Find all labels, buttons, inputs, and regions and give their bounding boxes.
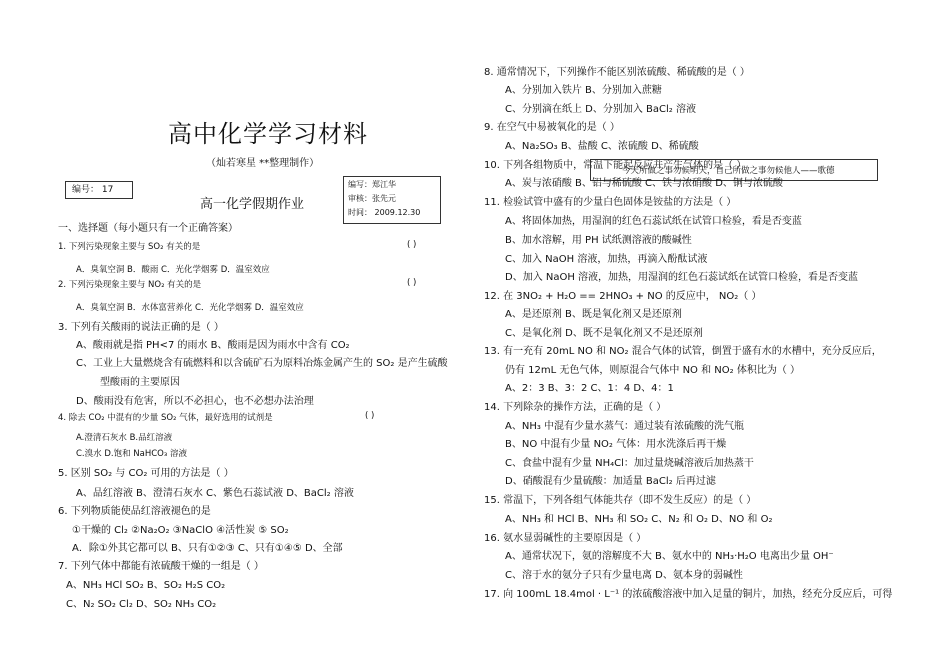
question-5-options: A、品红溶液 B、澄清石灰水 C、紫色石蕊试液 D、BaCl₂ 溶液: [76, 488, 354, 499]
question-14: 14. 下列除杂的操作方法，正确的是（ ）: [484, 402, 667, 413]
meta-box: [343, 176, 441, 224]
question-3-option-c: C、工业上大量燃烧含有硫燃料和以含硫矿石为原料冶炼金属产生的 SO₂ 是产生硫酸: [76, 358, 448, 369]
question-16-option-ab: A、通常状况下，氨的溶解度不大 B、氨水中的 NH₃·H₂O 电离出少量 OH⁻: [505, 551, 834, 562]
question-4-option-ab: A.澄清石灰水 B.品红溶液: [76, 433, 173, 443]
question-2-options: A．臭氧空洞 B．水体富营养化 C．光化学烟雾 D．温室效应: [76, 303, 304, 313]
question-11-option-b: B、加水溶解，用 PH 试纸测溶液的酸碱性: [505, 235, 692, 246]
question-3-option-ab: A、酸雨就是指 PH<7 的雨水 B、酸雨是因为雨水中含有 CO₂: [76, 340, 350, 351]
meta-date: 时间： 2009.12.30: [348, 208, 421, 217]
question-2: 2. 下列污染现象主要与 NO₂ 有关的是: [58, 280, 202, 290]
section-heading: 一、选择题（每小题只有一个正确答案）: [58, 223, 238, 234]
question-9-options: A、Na₂SO₃ B、盐酸 C、浓硫酸 D、稀硫酸: [505, 141, 699, 152]
page-title: 高中化学学习材料: [168, 120, 368, 148]
question-15-options: A、NH₃ 和 HCl B、NH₃ 和 SO₂ C、N₂ 和 O₂ D、NO 和 O₂: [505, 514, 773, 525]
question-7: 7. 下列气体中都能有浓硫酸干燥的一组是（ ）: [58, 561, 264, 572]
question-7-option-ab: A、NH₃ HCl SO₂ B、SO₂ H₂S CO₂: [66, 580, 226, 591]
question-6: 6. 下列物质能使品红溶液褪色的是: [58, 506, 211, 517]
question-4-option-cd: C.溴水 D.饱和 NaHCO₃ 溶液: [76, 449, 187, 459]
question-3: 3. 下列有关酸雨的说法正确的是（ ）: [58, 322, 224, 333]
question-14-option-a: A、NH₃ 中混有少量水蒸气：通过装有浓硫酸的洗气瓶: [505, 421, 745, 432]
question-6-options: A．除①外其它都可以 B、只有①②③ C、只有①④⑤ D、全部: [72, 543, 343, 554]
question-12: 12. 在 3NO₂ + H₂O == 2HNO₃ + NO 的反应中， NO₂（ ）: [484, 291, 762, 302]
meta-reviewer: 审核：张先元: [348, 194, 396, 203]
question-13: 13. 有一充有 20mL NO 和 NO₂ 混合气体的试管，倒置于盛有水的水槽中，充分反应后，: [484, 346, 882, 357]
question-17: 17. 向 100mL 18.4mol · L⁻¹ 的浓硫酸溶液中加入足量的铜片，加热，经充分反应后，可得: [484, 589, 893, 600]
question-14-option-b: B、NO 中混有少量 NO₂ 气体：用水洗涤后再干燥: [505, 439, 727, 450]
homework-title: 高一化学假期作业: [200, 197, 305, 212]
question-3-option-d: D、酸雨没有危害，所以不必担心，也不必想办法治理: [76, 396, 314, 407]
question-1: 1. 下列污染现象主要与 SO₂ 有关的是: [58, 242, 201, 252]
question-16-option-cd: C、溶于水的氨分子只有少量电离 D、氨本身的弱碱性: [505, 570, 743, 581]
question-15: 15. 常温下，下列各组气体能共存（即不发生反应）的是（ ）: [484, 495, 757, 506]
question-12-option-ab: A、是还原剂 B、既是氧化剂又是还原剂: [505, 309, 682, 320]
question-1-paren: ( ): [407, 240, 417, 250]
quote-text: 今天所做之事勿候明天，自己所做之事勿候他人——歌德: [622, 166, 835, 176]
question-1-options: A．臭氧空洞 B．酸雨 C．光化学烟雾 D．温室效应: [76, 265, 270, 275]
question-13-cont: 仍有 12mL 无色气体，则原混合气体中 NO 和 NO₂ 体积比为（ ）: [505, 365, 800, 376]
question-4: 4. 除去 CO₂ 中混有的少量 SO₂ 气体，最好选用的试剂是: [58, 413, 273, 423]
question-3-option-c-cont: 型酸雨的主要原因: [100, 377, 180, 388]
question-8-option-cd: C、分别滴在纸上 D、分别加入 BaCl₂ 溶液: [505, 104, 696, 115]
question-13-options: A、2：3 B、3：2 C、1：4 D、4：1: [505, 383, 674, 394]
question-11-option-d: D、加入 NaOH 溶液，加热，用湿润的红色石蕊试纸在试管口检验，看是否变蓝: [505, 272, 859, 283]
question-14-option-d: D、硝酸混有少量硫酸：加适量 BaCl₂ 后再过滤: [505, 476, 716, 487]
question-16: 16. 氨水显弱碱性的主要原因是（ ）: [484, 533, 647, 544]
question-6-items: ①干燥的 Cl₂ ②Na₂O₂ ③NaClO ④活性炭 ⑤ SO₂: [72, 525, 289, 536]
page-subtitle: （灿若寒星 **整理制作）: [206, 158, 320, 169]
question-4-paren: ( ): [365, 411, 375, 421]
question-11-option-c: C、加入 NaOH 溶液，加热，再滴入酚酞试液: [505, 254, 708, 265]
question-8-option-ab: A、分别加入铁片 B、分别加入蔗糖: [505, 85, 662, 96]
question-10: 10. 下列各组物质中，常温下能起反应并产生气体的是（ ）: [484, 160, 747, 171]
question-11: 11. 检验试管中盛有的少量白色固体是铵盐的方法是（ ）: [484, 197, 737, 208]
question-5: 5. 区别 SO₂ 与 CO₂ 可用的方法是（ ）: [58, 468, 234, 479]
question-2-paren: ( ): [407, 278, 417, 288]
meta-author: 编写：郑江华: [348, 180, 396, 189]
question-11-option-a: A、将固体加热，用湿润的红色石蕊试纸在试管口检验，看是否变蓝: [505, 216, 802, 227]
question-10-options: A、炭与浓硝酸 B、铝与稀硫酸 C、铁与浓硝酸 D、铜与浓硫酸: [505, 178, 783, 189]
question-7-option-cd: C、N₂ SO₂ Cl₂ D、SO₂ NH₃ CO₂: [66, 599, 217, 610]
question-9: 9. 在空气中易被氧化的是（ ）: [484, 122, 620, 133]
question-8: 8. 通常情况下，下列操作不能区别浓硫酸、稀硫酸的是（ ）: [484, 67, 750, 78]
id-number-box: 编号： 17: [65, 181, 133, 199]
question-12-option-cd: C、是氧化剂 D、既不是氧化剂又不是还原剂: [505, 328, 703, 339]
question-14-option-c: C、食盐中混有少量 NH₄Cl：加过量烧碱溶液后加热蒸干: [505, 458, 754, 469]
